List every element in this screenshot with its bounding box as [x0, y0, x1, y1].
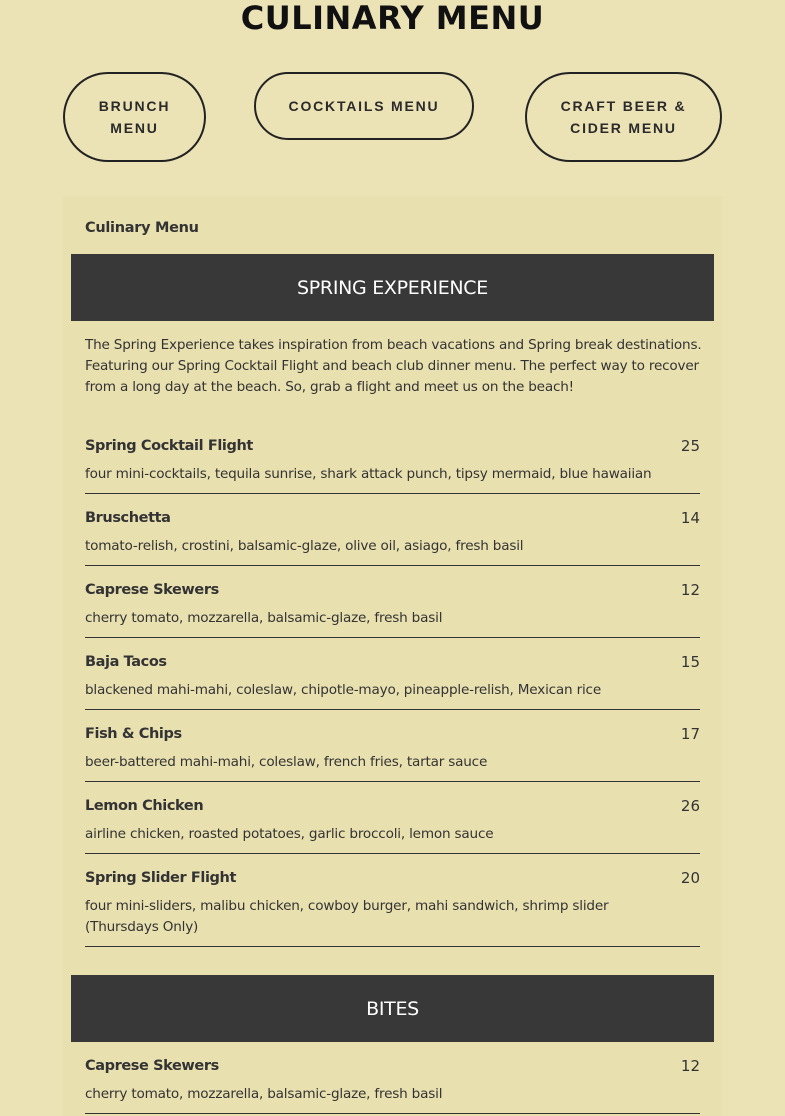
- item-name: Spring Cocktail Flight: [85, 438, 253, 454]
- item-price: 17: [680, 725, 700, 743]
- item-description: cherry tomato, mozzarella, balsamic-glaze, fresh basil: [85, 1086, 443, 1102]
- cocktails-menu-button[interactable]: COCKTAILS MENU: [254, 72, 474, 140]
- item-price: 25: [680, 437, 700, 455]
- item-name: Caprese Skewers: [85, 1058, 219, 1074]
- item-price: 12: [680, 1057, 700, 1075]
- menu-item: [85, 796, 700, 854]
- item-description: blackened mahi-mahi, coleslaw, chipotle-mayo, pineapple-relish, Mexican rice: [85, 682, 601, 698]
- item-name: Baja Tacos: [85, 654, 167, 670]
- item-price: 15: [680, 653, 700, 671]
- menu-item: [85, 580, 700, 638]
- menu-item: [85, 436, 700, 494]
- item-price: 14: [680, 509, 700, 527]
- item-name: Caprese Skewers: [85, 582, 219, 598]
- item-description: four mini-sliders, malibu chicken, cowboy burger, mahi sandwich, shrimp slider (Thursdays Only): [85, 898, 609, 935]
- item-description: tomato-relish, crostini, balsamic-glaze, olive oil, asiago, fresh basil: [85, 538, 524, 554]
- item-name: Lemon Chicken: [85, 798, 204, 814]
- menu-item: [85, 868, 700, 947]
- section-header-bites: [71, 975, 714, 1042]
- item-description: cherry tomato, mozzarella, balsamic-glaze, fresh basil: [85, 610, 443, 626]
- item-price: 20: [680, 869, 700, 887]
- item-name: Fish & Chips: [85, 726, 182, 742]
- brunch-menu-button[interactable]: BRUNCH MENU: [63, 72, 206, 162]
- item-price: 12: [680, 581, 700, 599]
- menu-panel: [63, 196, 722, 1116]
- item-description: airline chicken, roasted potatoes, garlic broccoli, lemon sauce: [85, 826, 494, 842]
- menu-item: [85, 724, 700, 782]
- item-price: 26: [680, 797, 700, 815]
- section-header-spring-experience: [71, 254, 714, 321]
- item-name: Bruschetta: [85, 510, 171, 526]
- section-description: The Spring Experience takes inspiration from beach vacations and Spring break destinations. Featuring our Spring Cocktail Flight and beach club dinner menu. The perfect way to recover from a long day at the beach. So, grab a flight and meet us on the beach!: [85, 337, 702, 395]
- menu-item: [85, 652, 700, 710]
- item-name: Spring Slider Flight: [85, 870, 236, 886]
- section-title: BITES: [366, 997, 419, 1020]
- menu-item: [85, 1056, 700, 1114]
- page-title: CULINARY MENU: [240, 0, 545, 37]
- section-title: SPRING EXPERIENCE: [297, 276, 488, 299]
- breadcrumb: Culinary Menu: [85, 220, 199, 236]
- item-description: four mini-cocktails, tequila sunrise, shark attack punch, tipsy mermaid, blue hawaiian: [85, 466, 652, 482]
- menu-item: [85, 508, 700, 566]
- item-description: beer-battered mahi-mahi, coleslaw, french fries, tartar sauce: [85, 754, 488, 770]
- craft-beer-cider-menu-button[interactable]: CRAFT BEER & CIDER MENU: [525, 72, 722, 162]
